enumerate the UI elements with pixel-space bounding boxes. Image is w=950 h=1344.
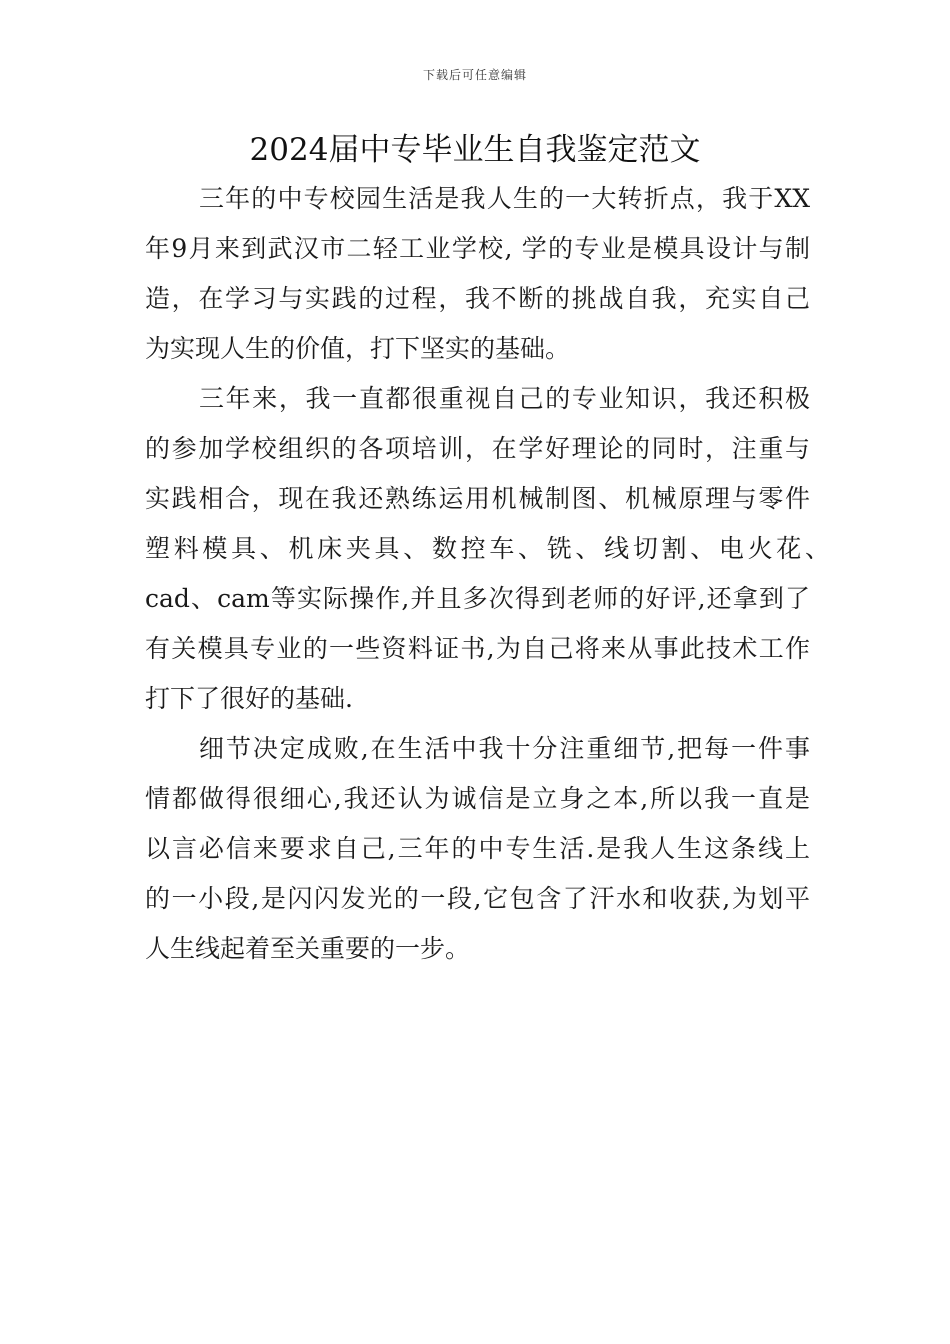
paragraph-1 — [145, 174, 810, 374]
text-line: 的参加学校组织的各项培训，在学好理论的同时，注重与 — [145, 434, 810, 463]
text-line: 造，在学习与实践的过程，我不断的挑战自我，充实自己 — [145, 284, 810, 313]
paragraph-2 — [145, 374, 830, 724]
text-line: 塑料模具、机床夹具、数控车、铣、线切割、电火花、 — [145, 534, 830, 563]
text-line: 打下了很好的基础. — [145, 684, 353, 713]
header-note: 下载后可任意编辑 — [422, 68, 527, 82]
text-line: 情都做得很细心,我还认为诚信是立身之本,所以我一直是 — [145, 784, 810, 813]
text-line: 的一小段,是闪闪发光的一段,它包含了汗水和收获,为划平 — [145, 884, 810, 913]
text-line: 三年的中专校园生活是我人生的一大转折点，我于XX — [199, 184, 810, 213]
text-line: 实践相合，现在我还熟练运用机械制图、机械原理与零件 — [145, 484, 810, 513]
paragraph-3 — [145, 724, 810, 974]
text-line: 三年来，我一直都很重视自己的专业知识，我还积极 — [199, 384, 810, 413]
document-body — [145, 174, 830, 974]
text-line: 年9月来到武汉市二轻工业学校, 学的专业是模具设计与制 — [145, 234, 810, 263]
text-line: cad、cam等实际操作,并且多次得到老师的好评,还拿到了 — [145, 584, 810, 613]
text-line: 为实现人生的价值，打下坚实的基础。 — [145, 334, 571, 363]
text-line: 有关模具专业的一些资料证书,为自己将来从事此技术工作 — [145, 634, 810, 663]
document-title: 2024届中专毕业生自我鉴定范文 — [249, 132, 701, 168]
text-line: 以言必信来要求自己,三年的中专生活.是我人生这条线上 — [145, 834, 810, 863]
text-line: 细节决定成败,在生活中我十分注重细节,把每一件事 — [199, 734, 810, 763]
text-line: 人生线起着至关重要的一步。 — [145, 934, 471, 963]
